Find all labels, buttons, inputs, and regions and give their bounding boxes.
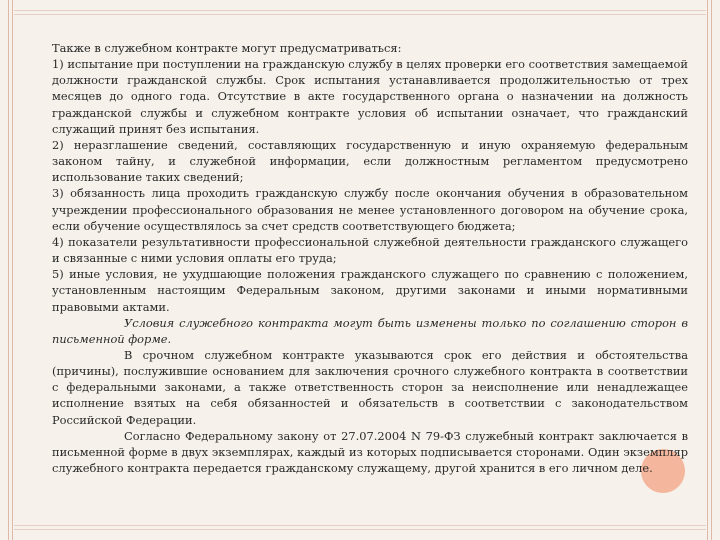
paragraph-item-5: 5) иные условия, не ухудшающие положения гражданского служащего по сравнению с положением, установленным настоящим Федеральным законом, другими законами и иными нормативными правовыми актами. (52, 267, 688, 314)
paragraph-intro: Также в служебном контракте могут предусматриваться: (52, 41, 402, 55)
frame-top-border (14, 10, 706, 15)
paragraph-item-3: 3) обязанность лица проходить гражданскую службу после окончания обучения в образовательном учреждении профессионального образования не менее установленного договором на обучение срока, если обучение осуществлялось за счет средств соответствующего бюджета; (52, 186, 688, 233)
frame-right-border (707, 0, 712, 540)
document-body (52, 40, 688, 476)
paragraph-item-2: 2) неразглашение сведений, составляющих государственную и иную охраняемую федеральным законом тайну, и служебной информации, если должностным регламентом предусмотрено использование таких сведений; (52, 137, 688, 185)
frame-bottom-border (14, 525, 706, 530)
frame-left-border (8, 0, 13, 540)
paragraph-item-4: 4) показатели результативности профессиональной служебной деятельности гражданского служащего и связанные с ними условия оплаты его труда; (52, 234, 688, 266)
paragraph-item-1: 1) испытание при поступлении на гражданскую службу в целях проверки его соответствия замещаемой должности гражданской службы. Срок испытания устанавливается продолжительностью от трех месяцев до одного года. Отсутствие в акте государственного органа о назначении на должность гражданской службы и служебном контракте условия об испытании означает, что гражданский служащий принят без испытания. (52, 57, 688, 136)
paragraph-contract-changes: Условия служебного контракта могут быть изменены только по соглашению сторон в письменной форме. (52, 315, 688, 346)
paragraph-federal-law: Согласно Федеральному закону от 27.07.2004 N 79-ФЗ служебный контракт заключается в письменной форме в двух экземплярах, каждый из которых подписывается сторонами. Один экземпляр служебного контракта передается гражданскому служащему, другой хранится в его личном деле. (52, 428, 688, 476)
paragraph-fixed-term-contract: В срочном служебном контракте указываются срок его действия и обстоятельства (причины), послужившие основанием для заключения срочного служебного контракта в соответствии с федеральными законами, а также ответственность сторон за неисполнение или ненадлежащее исполнение взятых на себя обязанностей и обязательств в соответствии с законодательством Российской Федерации. (52, 347, 688, 427)
